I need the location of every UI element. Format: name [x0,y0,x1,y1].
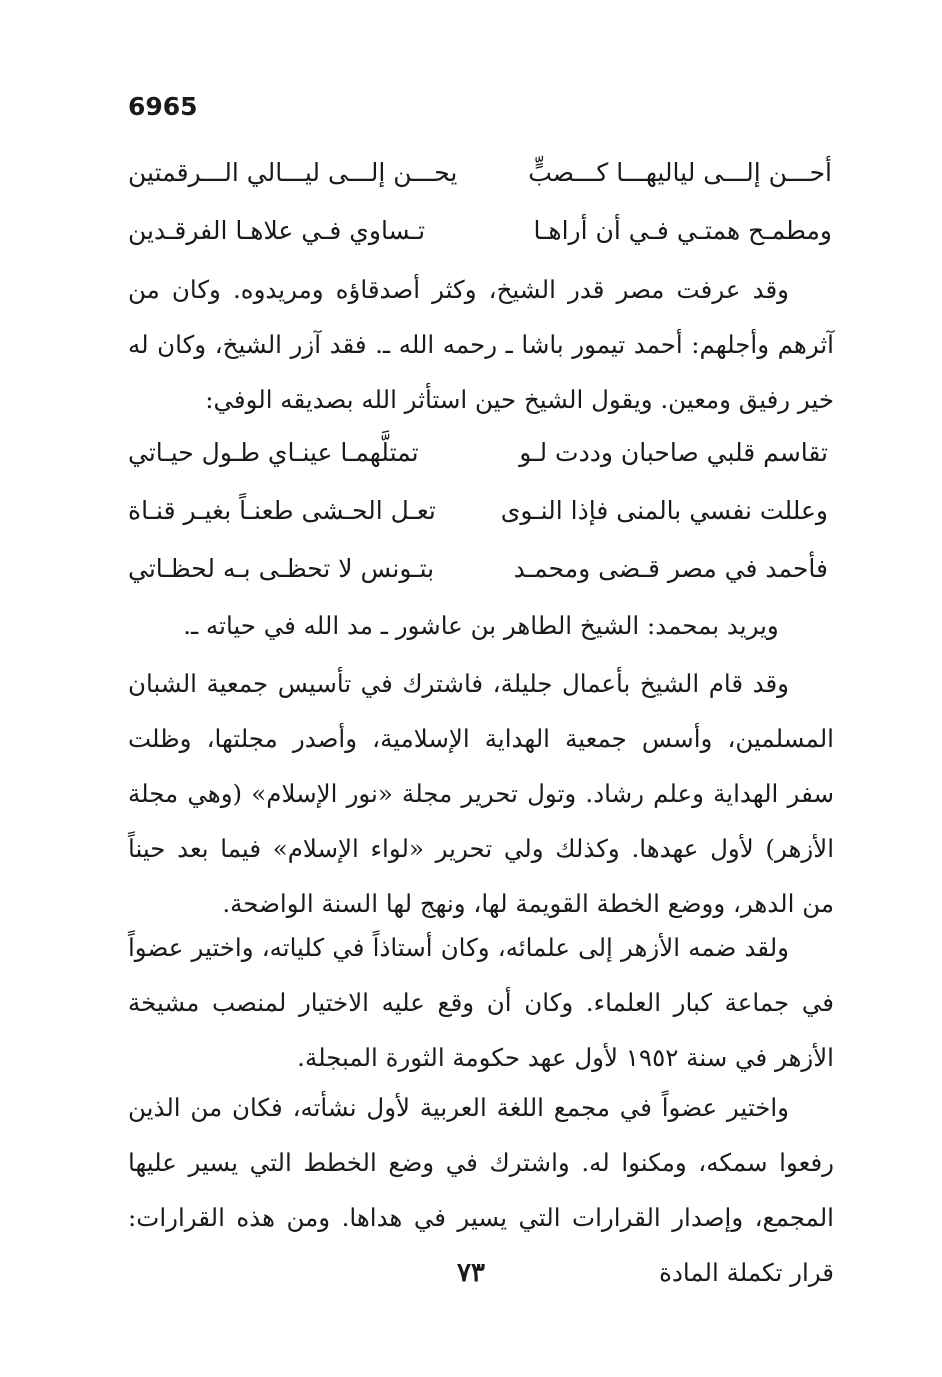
verse-line [128,158,832,194]
verse-hemistich-second: تـساوي فـي علاهـا الفرقـدين [128,216,426,245]
paragraph: ويريد بمحمد: الشيخ الطاهر بن عاشور ـ مد الله في حياته ـ. [183,611,779,640]
verse-hemistich-second: يحـــن إلـــى ليـــالي الـــرقمتين [128,158,458,187]
verse-line [128,554,828,590]
verse-hemistich-first: فأحمد في مصر قـضى ومحمـد [513,554,828,583]
verse-hemistich-first: أحـــن إلـــى لياليهـــا كـــصبٍّ [528,158,832,187]
verse-line [128,216,832,252]
verse-hemistich-second: بتـونس لا تحظـى بـه لحظـاتي [128,554,435,583]
page-number: ٧٣ [457,1258,485,1288]
verse-hemistich-first: تقاسم قلبي صاحبان وددت لـو [519,438,828,467]
page-id: 6965 [128,92,198,121]
paragraph: وقد عرفت مصر قدر الشيخ، وكثر أصدقاؤه ومريدوه. وكان من آثرهم وأجلهم: أحمد تيمور باشا ـ رحمه الله ـ. فقد آزر الشيخ، وكان له خير رفيق ومعين. ويقول الشيخ حين استأثر الله بصديقه الوفي: [128,275,834,414]
verse-hemistich-first: وعللت نفسي بالمنى فإذا النـوى [500,496,828,525]
verse-line [128,438,828,474]
paragraph: وقد قام الشيخ بأعمال جليلة، فاشترك في تأسيس جمعية الشبان المسلمين، وأسس جمعية الهداية الإسلامية، وأصدر مجلتها، وظلت سفر الهداية وعلم رشاد. وتول تحرير مجلة «نور الإسلام» (وهي مجلة الأزهر) لأول عهدها. وكذلك ولي تحرير «لواء الإسلام» فيما بعد حيناً من الدهر، ووضع الخطة القويمة لها، ونهج لها السنة الواضحة. [128,669,834,918]
verse-hemistich-second: تعـل الحـشى طعنـاً بغيـر قنـاة [128,496,436,525]
paragraph: واختير عضواً في مجمع اللغة العربية لأول نشأته، فكان من الذين رفعوا سمكه، ومكنوا له. واشترك في وضع الخطط التي يسير عليها المجمع، وإصدار القرارات التي يسير في هداها. ومن هذه القرارات: قرار تكملة المادة [128,1093,834,1287]
verse-line [128,496,828,532]
verse-hemistich-second: تمتلَّهمـا عينـاي طـول حيـاتي [128,438,419,467]
paragraph: ولقد ضمه الأزهر إلى علمائه، وكان أستاذاً في كلياته، واختير عضواً في جماعة كبار العلماء. وكان أن وقع عليه الاختيار لمنصب مشيخة الأزهر في سنة ١٩٥٢ لأول عهد حكومة الثورة المبجلة. [128,933,834,1072]
verse-hemistich-first: ومطمـح همتـي فـي أن أراهـا [533,216,832,245]
